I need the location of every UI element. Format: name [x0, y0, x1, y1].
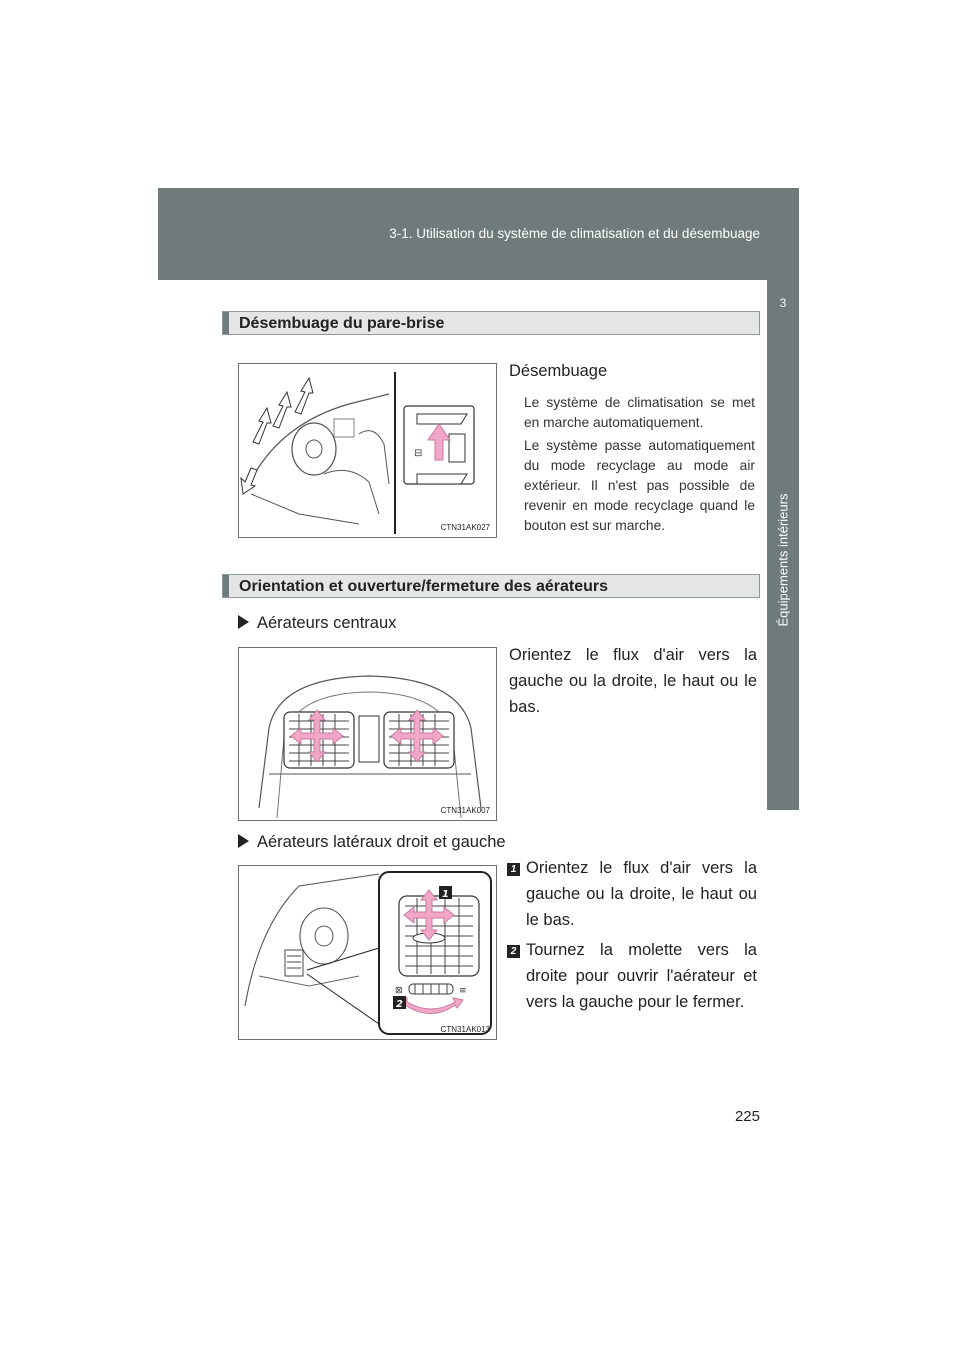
defrost-subtitle: Désembuage: [509, 362, 608, 380]
page-number: 225: [734, 1108, 760, 1125]
bullet-side-vents-label: Aérateurs latéraux droit et gauche: [257, 833, 506, 851]
center-vents-illustration: [239, 648, 497, 821]
figure-center-vents: [238, 647, 497, 821]
svg-text:⊠: ⊠: [395, 986, 403, 996]
defrost-illustration: [239, 364, 497, 538]
figure-code-defrost: CTN31AK027: [440, 523, 490, 532]
step-1-text: Orientez le flux d'air vers la gauche ou la droite, le haut ou le bas.: [526, 859, 757, 929]
section-title-vents: Orientation et ouverture/fermeture des aérateurs: [239, 578, 609, 595]
bullet-arrow-icon: [238, 615, 249, 629]
section-bar-defrost: [222, 311, 760, 335]
figure-defrost: [238, 363, 497, 538]
figure-code-center-vents: CTN31AK007: [440, 806, 490, 815]
chapter-heading: 3-1. Utilisation du système de climatisation et du désembuage: [389, 226, 760, 241]
svg-text:≡: ≡: [459, 986, 467, 996]
side-tab-label-wrap: [767, 320, 799, 800]
defrost-note-1: Le système de climatisation se met en marche automatiquement.: [524, 395, 755, 430]
bullet-center-vents-label: Aérateurs centraux: [257, 614, 397, 632]
bullet-center-vents: [238, 614, 396, 633]
section-bar-vents: [222, 574, 760, 598]
step-2-badge: 2: [507, 945, 520, 958]
side-vents-illustration: [239, 866, 497, 1040]
svg-text:⊟: ⊟: [414, 448, 423, 459]
section-title-defrost: Désembuage du pare-brise: [239, 315, 445, 332]
callout-2: 2: [396, 999, 403, 1010]
side-tab-number: 3: [779, 296, 787, 310]
side-tab-label: Équipements intérieurs: [775, 493, 791, 627]
step-1-badge: 1: [507, 863, 520, 876]
step-2-text: Tournez la molette vers la droite pour ouvrir l'aérateur et vers la gauche pour le fermer.: [526, 941, 757, 1011]
callout-1: 1: [442, 889, 449, 900]
figure-side-vents: [238, 865, 497, 1040]
defrost-note-2: Le système passe automatiquement du mode recyclage au mode air extérieur. Il n'est pas possible de revenir en mode recyclage quand le bouton est sur marche.: [524, 438, 755, 533]
bullet-side-vents: [238, 833, 506, 852]
figure-code-side-vents: CTN31AK013: [440, 1025, 490, 1034]
bullet-arrow-icon: [238, 834, 249, 848]
center-vents-text: Orientez le flux d'air vers la gauche ou la droite, le haut ou le bas.: [509, 646, 757, 716]
